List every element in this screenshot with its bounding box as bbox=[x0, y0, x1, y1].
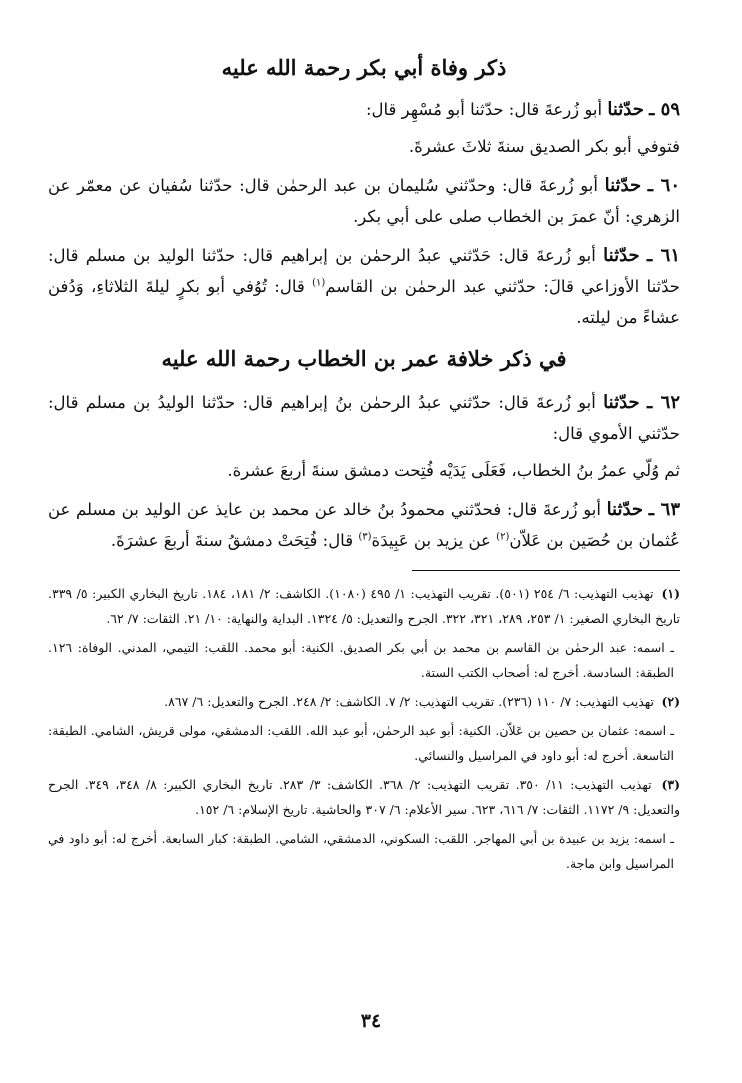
footnote-2-bio: ـ اسمه: عثمان بن حصين بن عَلاّن. الكنية: أبو عبد الرحمٰن، أبو عبد الله. اللقب: الدمشقي، مولى قريش، الشامي. الطبقة: التاسعة. أخرج له: أبو داود في المراسيل والنسائي. bbox=[48, 723, 674, 763]
hadith-59-matn: فتوفي أبو بكر الصديق سنةَ ثلاثَ عشرةَ. bbox=[408, 137, 680, 156]
footnote-ref: (٣) bbox=[358, 531, 372, 543]
footnote-1-bio: ـ اسمه: عبد الرحمٰن بن القاسم بن محمد بن أبي بكر الصديق. الكنية: أبو محمد. اللقب: التيمي، المدني. الوفاة: ١٢٦. الطبقة: السادسة. أخرج له: أصحاب الكتب الستة. bbox=[48, 640, 674, 680]
footnote-divider bbox=[412, 570, 680, 571]
hadith-text: قال: فُتِحَتْ دمشقُ سنةَ أربعَ عشرَةَ. bbox=[110, 531, 354, 550]
section-heading-umar-caliphate: في ذكر خلافة عمر بن الخطاب رحمة الله عليه bbox=[161, 346, 567, 371]
hadith-number: ٦٣ ـ bbox=[648, 499, 680, 520]
footnote-mark: (٣) bbox=[661, 777, 681, 792]
hadith-63 bbox=[48, 494, 680, 556]
hadith-text: قال: تُوُفي أبو بكرٍ ليلةَ الثلاثاءِ، وَدُفن عشاءً من ليلته. bbox=[48, 277, 680, 327]
footnote-mark: (١) bbox=[661, 586, 681, 601]
footnote-3-bio: ـ اسمه: يزيد بن عبيدة بن أبي المهاجر. اللقب: السكوني، الدمشقي، الشامي. الطبقة: كبار السابعة. أخرج له: أبو داود في المراسيل وابن ماجة. bbox=[48, 831, 674, 871]
footnote-3 bbox=[48, 772, 680, 822]
hadith-61 bbox=[48, 240, 680, 333]
footnote-ref: (٢) bbox=[496, 531, 510, 543]
hadith-opening-word: حدّثنا bbox=[603, 245, 640, 266]
footnote-mark: (٢) bbox=[661, 694, 680, 709]
hadith-opening-word: حدّثنا bbox=[607, 99, 644, 120]
hadith-opening-word: حدّثنا bbox=[603, 392, 640, 413]
hadith-60 bbox=[48, 170, 680, 232]
hadith-text: أبو زُرعةَ قال: حَدّثني عبدُ الرحمٰن بن إبراهيم قال: حدّثنا الوليد بن مسلم قال: حدّثنا الأوزاعي قالَ: حدّثني عبد الرحمٰن بن القاسم bbox=[48, 246, 681, 296]
hadith-59-isnad bbox=[48, 94, 680, 125]
hadith-number: ٦٠ ـ bbox=[647, 175, 681, 196]
footnote-text: تهذيب التهذيب: ٧/ ١١٠ (٢٣٦). تقريب التهذيب: ٢/ ٧. الكاشف: ٢/ ٢٤٨. الجرح والتعديل: ٦/ ٨٦٧. bbox=[164, 694, 655, 709]
hadith-opening-word: حدّثنا bbox=[604, 175, 642, 196]
footnote-text: تهذيب التهذيب: ٦/ ٢٥٤ (٥٠١). تقريب التهذيب: ١/ ٤٩٥ (١٠٨٠). الكاشف: ٢/ ١٨١، ١٨٤. تاريخ البخاري الكبير: ٥/ ٣٣٩. تاريخ البخاري الصغير: ١/ ٢٥٣، ٢٨٩، ٣٢١، ٣٢٢. الجرح والتعديل: ٥/ ١٣٢٤. البداية والنهاية: ١٠/ ٢١. الثقات: ٧/ ٦٢. bbox=[48, 586, 680, 626]
hadith-number: ٥٩ ـ bbox=[649, 99, 680, 120]
page-number: ٣٤ bbox=[360, 1010, 382, 1032]
footnote-ref: (١) bbox=[312, 277, 326, 289]
section-heading-abu-bakr-death: ذكر وفاة أبي بكر رحمة الله عليه bbox=[221, 55, 507, 80]
hadith-text: أبو زُرعةَ قال: حدّثني عبدُ الرحمٰن بنُ إبراهيم قال: حدّثنا الوليدُ بن مسلم قال: حدّثني الأموي قال: bbox=[48, 393, 680, 443]
hadith-62-matn: ثم وُلّي عمرُ بنُ الخطاب، فَعَلَى يَدَيْه فُتِحت دمشق سنةَ أربعَ عشرة. bbox=[227, 461, 680, 480]
footnotes bbox=[48, 581, 680, 876]
hadith-text: أبو زُرعةَ قال: فحدّثني محمودُ بنُ خالد عن محمد بن عايذ عن الوليد بن مسلم عن عُثمان بن حُصَين بن عَلاّن bbox=[48, 500, 680, 550]
hadith-number: ٦١ ـ bbox=[647, 245, 681, 266]
hadith-62-isnad bbox=[48, 387, 680, 449]
footnote-text: تهذيب التهذيب: ١١/ ٣٥٠. تقريب التهذيب: ٢/ ٣٦٨. الكاشف: ٣/ ٢٨٣. تاريخ البخاري الكبير: ٨/ ٣٤٨، ٣٤٩. الجرح والتعديل: ٩/ ١١٧٢. الثقات: ٧/ ٦١٦، ٦٢٣. سير الأعلام: ٦/ ٣٠٧ والحاشية. تاريخ الإسلام: ٦/ ١٥٢. bbox=[48, 777, 680, 817]
footnote-2 bbox=[48, 689, 680, 714]
hadith-text: أبو زُرعةَ قال: حدّثنا أبو مُسْهِر قال: bbox=[365, 100, 603, 119]
hadith-number: ٦٢ ـ bbox=[647, 392, 681, 413]
hadith-text: أبو زُرعةَ قال: وحدّثني سُليمان بن عبد الرحمٰن قال: حدّثنا سُفيان عن معمّر عن الزهري: أنّ عمرَ بن الخطاب صلى على أبي بكر. bbox=[48, 176, 680, 226]
footnote-1 bbox=[48, 581, 680, 631]
hadith-text: عن يزيد بن عَبِيدَة bbox=[371, 531, 491, 550]
hadith-opening-word: حدّثنا bbox=[606, 499, 644, 520]
